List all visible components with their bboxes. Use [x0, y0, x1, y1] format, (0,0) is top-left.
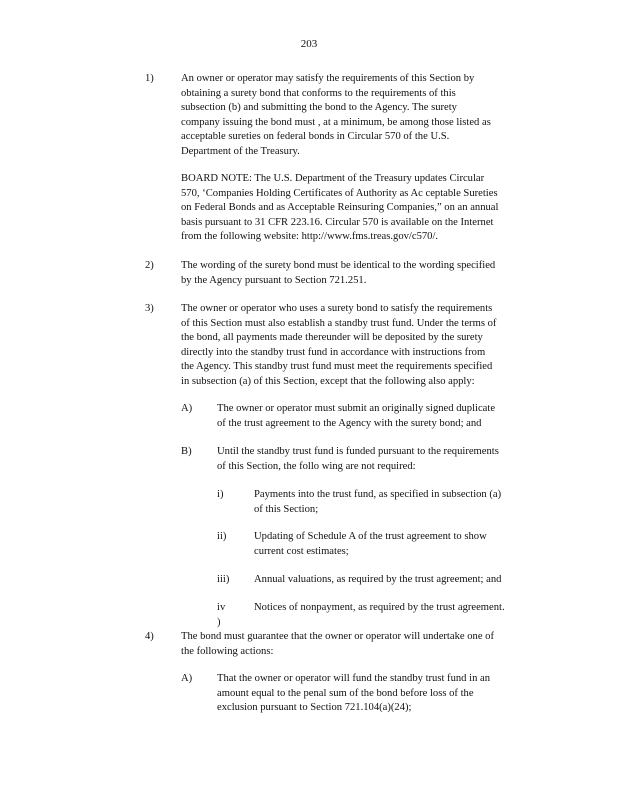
item-3-b-i-text: Payments into the trust fund, as specified in subsection (a) of this Section; — [254, 489, 502, 515]
item-1-label: 1) — [145, 73, 154, 84]
item-3-b-label: B) — [181, 446, 192, 457]
item-3-b-iv-text: Notices of nonpayment, as required by the trust agreement. — [254, 602, 505, 613]
item-4-text: The bond must guarantee that the owner or operator will undertake one of the following actions: — [181, 631, 494, 657]
item-3-b-ii-text: Updating of Schedule A of the trust agreement to show current cost estimates; — [254, 531, 487, 557]
item-3-b-ii-label: ii) — [217, 531, 227, 542]
item-3-label: 3) — [145, 303, 154, 314]
item-3-b-i-label: i) — [217, 489, 224, 500]
page-number: 203 — [300, 38, 318, 50]
item-2-text: The wording of the surety bond must be identical to the wording specified by the Agency pursuant to Section 721.251. — [181, 260, 496, 286]
item-4-label: 4) — [145, 631, 154, 642]
item-4-a-text: That the owner or operator will fund the standby trust fund in an amount equal to the penal sum of the bond before loss of the exclusion pursuant to Section 721.104(a)(24); — [217, 673, 491, 714]
item-3-b-iii-text: Annual valuations, as required by the trust agreement; and — [254, 574, 502, 585]
item-1-text: An owner or operator may satisfy the requirements of this Section by obtaining a surety bond that conforms to the requirements of this subsection (b) and submitting the bond to the Agency. The surety company issuing the bond must , at a minimum, be among those listed as acceptable sureties on federal bonds in Circular 570 of the U.S. Department of the Treasury. — [181, 73, 491, 157]
item-3-b-text: Until the standby trust fund is funded pursuant to the requirements of this Section, the follo wing are not required: — [217, 446, 499, 472]
item-2-label: 2) — [145, 260, 154, 271]
item-3-text: The owner or operator who uses a surety bond to satisfy the requirements of this Section must also establish a standby trust fund. Under the terms of the bond, all payments made thereunder will be deposited by the surety directly into the standby trust fund in accordance with instructions from the Agency. This standby trust fund must meet the requirements specified in subsection (a) of this Section, except that the following also apply: — [181, 303, 497, 387]
item-3-a-label: A) — [181, 403, 193, 414]
item-3-b-iv-label: iv ) — [217, 602, 226, 628]
item-3-a-text: The owner or operator must submit an originally signed duplicate of the trust agreement to the Agency with the surety bond; and — [217, 403, 496, 429]
item-3-b-iii-label: iii) — [217, 574, 230, 585]
item-1-board-note: BOARD NOTE: The U.S. Department of the Treasury updates Circular 570, ‘Companies Holding Certificates of Authority as Ac ceptable Sureties on Federal Bonds and as Acceptable Reinsuring Companies,” on an annual basis pursuant to 31 CFR 223.16. Circular 570 is available on the Internet from the following website: http://www.fms.treas.gov/c570/. — [181, 173, 499, 243]
item-4-a-label: A) — [181, 673, 193, 684]
